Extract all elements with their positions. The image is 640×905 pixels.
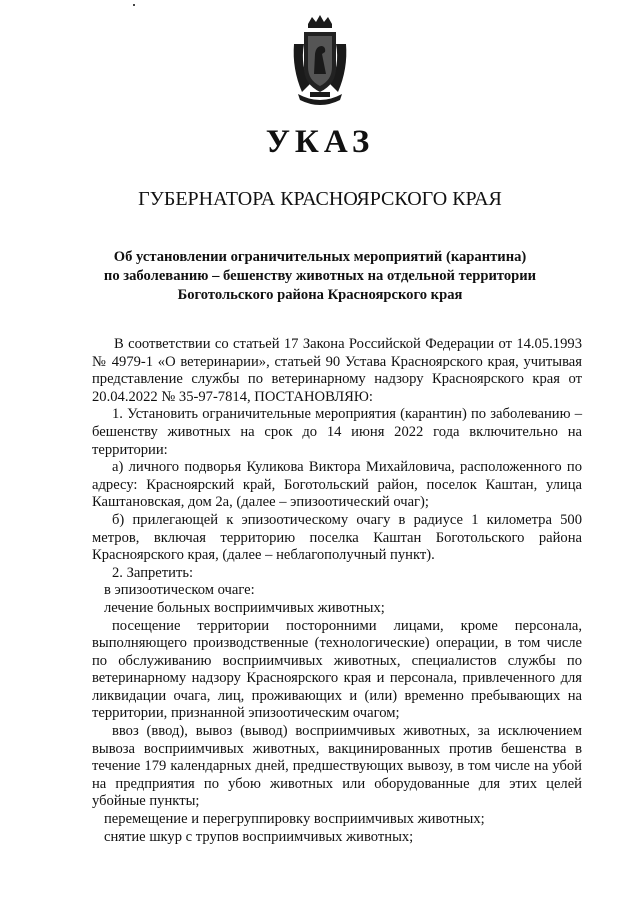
heading-line: Об установлении ограничительных мероприятий (карантина) bbox=[113, 249, 527, 265]
preamble-paragraph: В соответствии со статьей 17 Закона Российской Федерации от 14.05.1993 № 4979-1 «О ветеринарии», статьей 90 Устава Красноярского края, учитывая представление службы по ветеринарному надзору Красноярского края от 20.04.2022 № 35-97-7814, ПОСТАНОВЛЯЮ: bbox=[92, 336, 582, 405]
clause-1b-paragraph: б) прилегающей к эпизоотическому очагу в радиусе 1 километра 500 метров, включая территорию поселка Каштан Боготольского района Красноярского края, (далее – неблагополучный пункт). bbox=[92, 511, 582, 564]
decree-body bbox=[92, 336, 582, 846]
prohibition-item: снятие шкур с трупов восприимчивых животных; bbox=[104, 828, 414, 845]
clause-2-scope: в эпизоотическом очаге: bbox=[104, 582, 255, 599]
heading-line: по заболеванию – бешенству животных на отдельной территории bbox=[103, 268, 537, 284]
document-title: УКАЗ bbox=[265, 124, 375, 160]
clause-1a-paragraph: а) личного подворья Куликова Виктора Михайловича, расположенного по адресу: Красноярский край, Боготольский район, поселок Каштан, улица Каштановская, дом 2а, (далее – эпизоотический очаг); bbox=[92, 459, 582, 511]
clause-2-paragraph: 2. Запретить: bbox=[112, 564, 194, 581]
decree-heading bbox=[60, 248, 580, 305]
clause-1-paragraph: 1. Установить ограничительные мероприятия (карантин) по заболеванию – бешенству животных на срок до 14 июня 2022 года включительно на территории: bbox=[92, 406, 582, 458]
prohibition-item: перемещение и перегруппировку восприимчивых животных; bbox=[104, 811, 485, 828]
scan-speck bbox=[133, 4, 135, 6]
prohibition-item: посещение территории посторонними лицами, кроме персонала, выполняющего производственные (технологические) операции, в том числе по обслуживанию восприимчивых животных, специалистов службы по ветеринарному надзору Красноярского края и персонала, привлеченного для ликвидации очага, лиц, проживающих и (или) временно пребывающих на территории, признанной эпизоотическим очагом; bbox=[92, 617, 582, 722]
document-subtitle: ГУБЕРНАТОРА КРАСНОЯРСКОГО КРАЯ bbox=[138, 188, 502, 210]
prohibition-item: ввоз (ввод), вывоз (вывод) восприимчивых животных, за исключением вывоза восприимчивых животных, вакцинированных против бешенства в течение 179 календарных дней, предшествующих вывозу, в том числе на убой на предприятия по убою животных или оборудованные для этих целей убойные пункты; bbox=[92, 723, 582, 810]
prohibition-item: лечение больных восприимчивых животных; bbox=[104, 599, 385, 616]
coat-of-arms-emblem bbox=[288, 14, 352, 106]
heading-line: Боготольского района Красноярского края bbox=[177, 287, 463, 303]
